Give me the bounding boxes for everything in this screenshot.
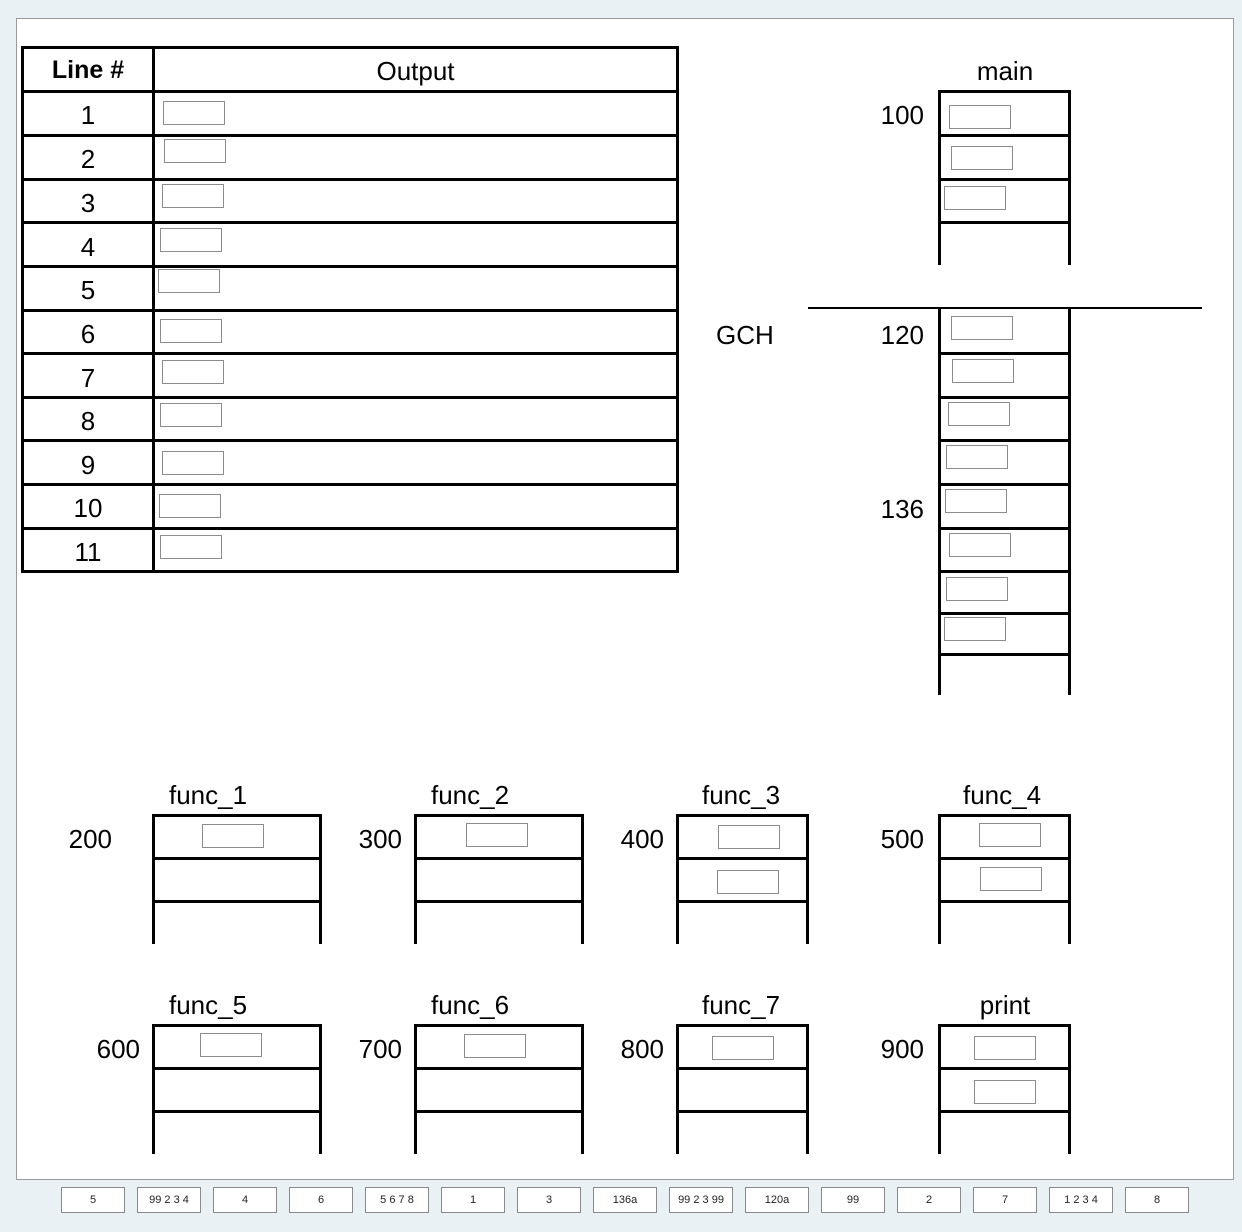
answer-chip[interactable]: 99 2 3 4 [137,1187,201,1213]
answer-chip[interactable]: 6 [289,1187,353,1213]
func-drop-slot[interactable] [464,1034,526,1058]
header-line-number: Line # [51,56,125,84]
main-drop-slot[interactable] [951,146,1013,170]
main-drop-slot[interactable] [944,186,1006,210]
line-number: 11 [74,537,102,567]
main-drop-slot[interactable] [951,316,1013,340]
gch-label: GCH [716,320,774,350]
line-number: 1 [80,100,96,130]
output-drop-slot[interactable] [160,535,222,559]
func-drop-slot[interactable] [979,823,1041,847]
frame-title: func_7 [702,990,781,1020]
main-address-136: 136 [880,494,924,524]
answer-chip[interactable]: 8 [1125,1187,1189,1213]
main-drop-slot[interactable] [949,105,1011,129]
answer-chip[interactable]: 4 [213,1187,277,1213]
func-drop-slot[interactable] [200,1033,262,1057]
frame-title: func_4 [963,780,1042,810]
frame-address: 900 [880,1034,924,1064]
answer-chip[interactable]: 2 [897,1187,961,1213]
frame-title: func_6 [431,990,510,1020]
main-address-120: 120 [880,320,924,350]
output-drop-slot[interactable] [160,228,222,252]
frame-address: 700 [358,1034,402,1064]
answer-chip[interactable]: 5 [61,1187,125,1213]
answer-chip[interactable]: 99 2 3 99 [669,1187,733,1213]
main-frame-title: main [976,56,1034,86]
func-drop-slot[interactable] [974,1036,1036,1060]
func-drop-slot[interactable] [466,823,528,847]
output-drop-slot[interactable] [159,494,221,518]
main-drop-slot[interactable] [946,577,1008,601]
func-drop-slot[interactable] [718,825,780,849]
output-drop-slot[interactable] [164,139,226,163]
func-drop-slot[interactable] [717,870,779,894]
line-number: 10 [73,493,103,523]
frame-address: 200 [68,824,112,854]
func-drop-slot[interactable] [974,1080,1036,1104]
answer-chip[interactable]: 5 6 7 8 [365,1187,429,1213]
line-number: 8 [80,406,96,436]
frame-address: 500 [880,824,924,854]
main-drop-slot[interactable] [952,359,1014,383]
line-number: 7 [80,363,96,393]
line-number: 4 [80,232,96,262]
output-drop-slot[interactable] [162,451,224,475]
func-drop-slot[interactable] [712,1036,774,1060]
answer-chip[interactable]: 99 [821,1187,885,1213]
frame-title: print [979,990,1031,1020]
frame-address: 300 [358,824,402,854]
answer-chip[interactable]: 120a [745,1187,809,1213]
frame-address: 800 [620,1034,664,1064]
frame-address: 400 [620,824,664,854]
output-drop-slot[interactable] [162,360,224,384]
answer-chip[interactable]: 136a [593,1187,657,1213]
answer-chip[interactable]: 3 [517,1187,581,1213]
main-drop-slot[interactable] [944,617,1006,641]
line-number: 9 [80,450,96,480]
func-drop-slot[interactable] [980,867,1042,891]
frame-title: func_2 [431,780,510,810]
line-number: 3 [80,188,96,218]
answer-chip[interactable]: 7 [973,1187,1037,1213]
output-drop-slot[interactable] [162,184,224,208]
main-drop-slot[interactable] [948,402,1010,426]
answer-chip[interactable]: 1 2 3 4 [1049,1187,1113,1213]
answer-chip[interactable]: 1 [441,1187,505,1213]
line-number: 6 [80,319,96,349]
main-drop-slot[interactable] [946,445,1008,469]
output-drop-slot[interactable] [160,319,222,343]
frame-title: func_3 [702,780,781,810]
frame-title: func_5 [169,990,248,1020]
output-drop-slot[interactable] [160,403,222,427]
main-drop-slot[interactable] [945,489,1007,513]
line-number: 5 [80,275,96,305]
main-address-100: 100 [880,100,924,130]
frame-title: func_1 [169,780,248,810]
frame-address: 600 [96,1034,140,1064]
output-drop-slot[interactable] [158,269,220,293]
main-drop-slot[interactable] [949,533,1011,557]
header-output: Output [376,56,455,86]
line-number: 2 [80,144,96,174]
func-drop-slot[interactable] [202,824,264,848]
output-drop-slot[interactable] [163,101,225,125]
